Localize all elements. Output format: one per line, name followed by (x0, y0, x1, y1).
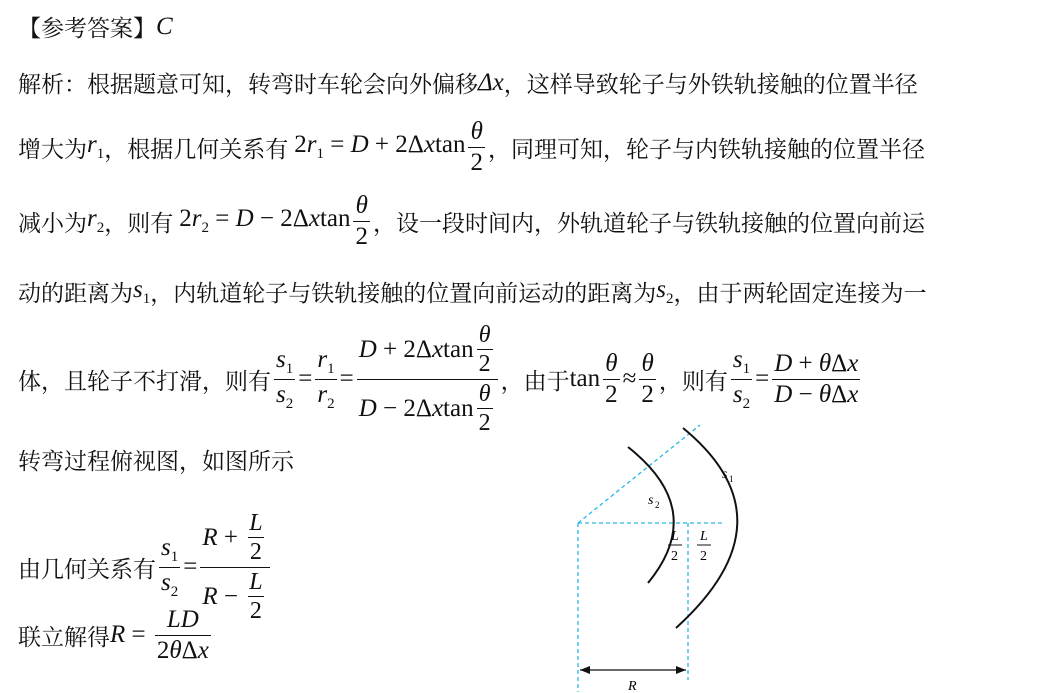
analysis-text-7: 由几何关系有 (18, 556, 156, 583)
analysis-text-2a: 增大为 (18, 136, 87, 163)
analysis-text-6: 转弯过程俯视图，如图所示 (18, 449, 294, 475)
R-dimension-arrow (580, 666, 686, 674)
frac-theta-over-2-a: $\frac{\theta}{2}$ (470, 118, 483, 176)
analysis-line-8: 联立解得 R = $\frac{LD}{\text{2θΔx}}$ (18, 606, 209, 664)
analysis-text-2b: ，根据几何关系有 (104, 136, 289, 163)
frac-LD: $\frac{LD}{\text{2θΔx}}$ (156, 606, 209, 664)
frac-d-theta: $\frac{\text{D + θΔx}}{\text{D − θΔx}}$ (774, 350, 859, 408)
analysis-text-3b: ，则有 (104, 210, 174, 237)
analysis-text-4c: ，由于两轮固定连接为一 (673, 281, 927, 307)
frac-ratio-full: D + 2Δ x tan $\frac{\theta}{2}$ D − 2Δ x tan $\frac{\theta}{2}$ (357, 322, 498, 437)
analysis-line-7: 由几何关系有 $\frac{s_1}{s_2}$ = R + $\frac{L}{2}$ R − $\frac{L}{2}$ (18, 510, 273, 625)
answer-line (18, 10, 173, 43)
svg-text:L: L (671, 529, 679, 544)
analysis-text-5a: 体，且轮子不打滑，则有 (18, 368, 271, 395)
analysis-text-1b: ，这样导致轮子与外铁轨接触的位置半径 (503, 72, 918, 98)
frac-theta-over-2-c: $\frac{\theta}{2}$ (605, 350, 618, 408)
frac-s1-s2: $\frac{s_1}{s_2}$ (276, 346, 294, 412)
equation-r1: $2r_1 = D + 2\Delta xtan$ (294, 131, 466, 162)
label-s1: s (722, 467, 728, 482)
analysis-text-3c: ，设一段时间内，外轨道轮子与铁轨接触的位置向前运 (372, 210, 925, 237)
analysis-text-1a: 解析：根据题意可知，转弯时车轮会向外偏移 (18, 72, 478, 98)
analysis-line-2 (18, 118, 925, 176)
analysis-line-6 (18, 443, 294, 476)
outer-arc (676, 428, 737, 628)
inner-arc (628, 447, 674, 583)
svg-text:2: 2 (700, 549, 707, 564)
analysis-text-3a: 减小为 (18, 210, 87, 237)
frac-r1-r2: $\frac{r_1}{r_2}$ (317, 346, 335, 412)
label-s1-sub: 1 (729, 474, 734, 484)
svg-text:L: L (700, 529, 708, 544)
analysis-line-4 (18, 275, 926, 308)
frac-theta-over-2-b: $\frac{\theta}{2}$ (355, 192, 368, 250)
analysis-text-4a: 动的距离为 (18, 281, 133, 307)
frac-s1-s2-b: $\frac{s_1}{s_2}$ (732, 346, 751, 412)
frac-R-L: R + $\frac{L}{2}$ R − $\frac{L}{2}$ (200, 510, 269, 625)
answer-value: C (156, 12, 173, 40)
analysis-text-5c: ，则有 (658, 368, 728, 395)
formula-s2: $s_2$ (656, 275, 674, 307)
analysis-line-1 (18, 66, 918, 99)
formula-r2: $r_2$ (87, 205, 105, 236)
analysis-text-5b: ，由于 (500, 368, 570, 395)
label-s2-sub: 2 (655, 500, 660, 510)
label-s2: s (648, 493, 654, 508)
diagonal-dash (578, 425, 700, 523)
analysis-text-8: 联立解得 (18, 624, 110, 651)
analysis-text-4b: ，内轨道轮子与铁轨接触的位置向前运动的距离为 (150, 281, 657, 307)
formula-r1: $r_1$ (87, 131, 105, 162)
frac-theta-over-2-d: $\frac{\theta}{2}$ (641, 350, 654, 408)
frac-s1-s2-c: $\frac{s_1}{s_2}$ (161, 534, 179, 600)
formula-s1: $s_1$ (133, 275, 151, 307)
analysis-line-5: 体，且轮子不打滑，则有 $\frac{s_1}{s_2}$ = $\frac{r_1}{r_2}$ = D + 2Δ x tan $\frac{\theta}{2}$ D − 2Δ x tan $\frac{\theta}{2}$ ，由于 tan $\frac{\theta}{2}$ ≈ $\frac{\theta}{2}$ ，则有 $\frac{s_1}{s_2}$ = $\frac{\text{D + θΔx}}{\text{D − θΔx}}$ (18, 322, 859, 437)
equation-r2: $2r_2 = D - 2\Delta xtan$ (179, 205, 351, 236)
analysis-line-3 (18, 192, 925, 250)
svg-text:2: 2 (671, 549, 678, 564)
delta-x: Δx (478, 68, 504, 96)
answer-label: 【参考答案】 (18, 16, 156, 42)
formula-R: R (110, 621, 126, 648)
label-R: R (628, 679, 637, 693)
turning-diagram (560, 420, 790, 693)
analysis-text-2c: ，同理可知，轮子与内铁轨接触的位置半径 (487, 136, 925, 163)
frac-L2-right (697, 529, 711, 564)
